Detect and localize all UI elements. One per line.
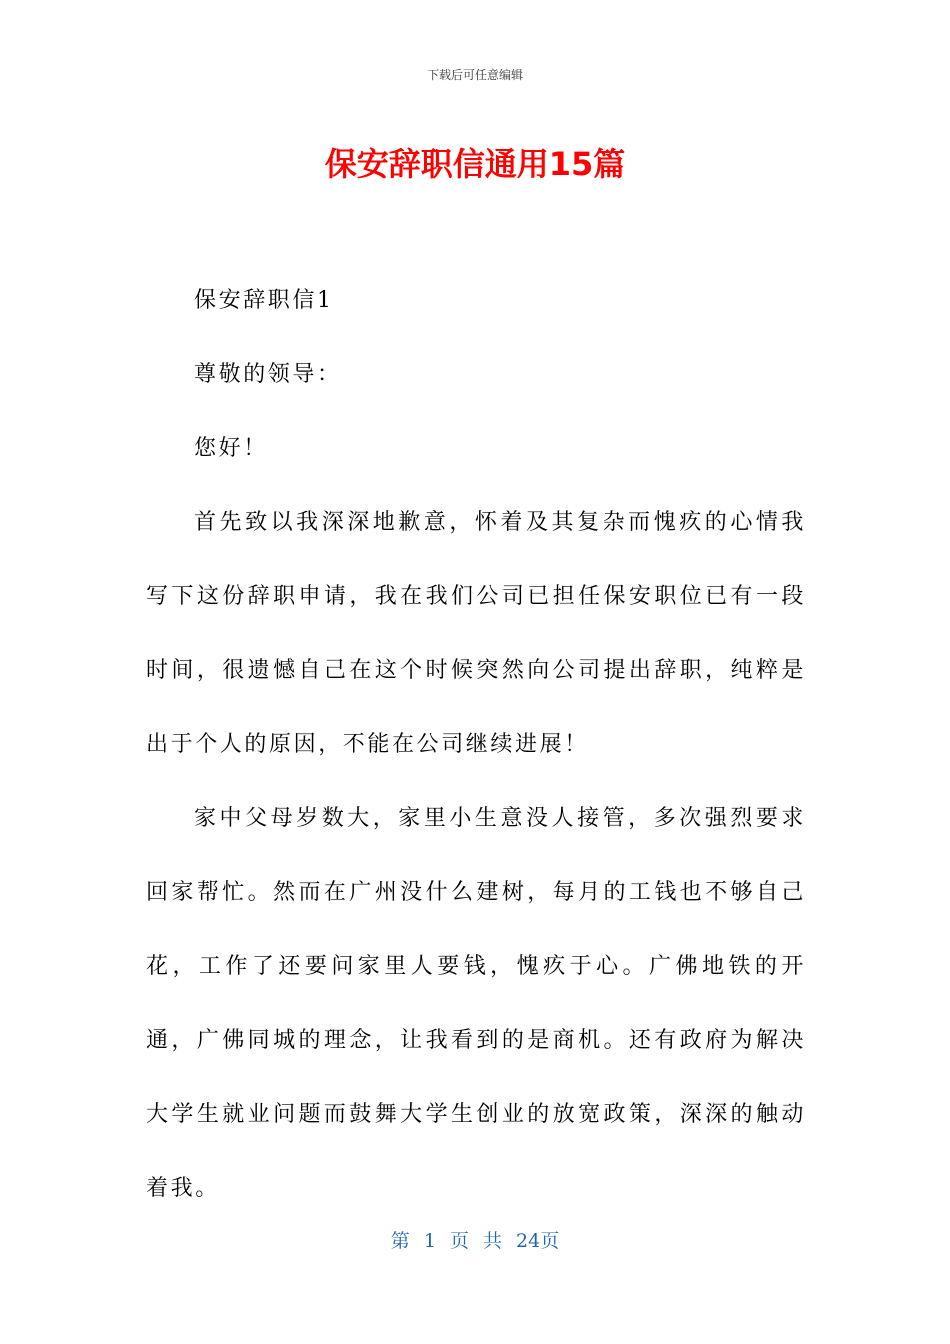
document-title: 保安辞职信通用15篇 bbox=[324, 145, 626, 183]
section-heading: 保安辞职信1 bbox=[194, 288, 334, 313]
salutation: 尊敬的领导： bbox=[194, 362, 342, 387]
header-note: 下载后可任意编辑 bbox=[426, 68, 523, 82]
document-body bbox=[146, 264, 806, 1226]
greeting: 您好！ bbox=[194, 436, 268, 461]
page-number: 第 1 页 共 24页 bbox=[390, 1230, 560, 1252]
body-paragraph: 家中父母岁数大，家里小生意没人接管，多次强烈要求回家帮忙。然而在广州没什么建树，每月的工钱也不够自己花，工作了还要问家里人要钱，愧疚于心。广佛地铁的开通，广佛同城的理念，让我看到的是商机。还有政府为解决大学生就业问题而鼓舞大学生创业的放宽政策，深深的触动着我。 bbox=[146, 806, 806, 1201]
body-paragraph: 首先致以我深深地歉意，怀着及其复杂而愧疚的心情我写下这份辞职申请，我在我们公司已担任保安职位已有一段时间，很遗憾自己在这个时候突然向公司提出辞职，纯粹是出于个人的原因，不能在公司继续进展！ bbox=[146, 510, 806, 757]
